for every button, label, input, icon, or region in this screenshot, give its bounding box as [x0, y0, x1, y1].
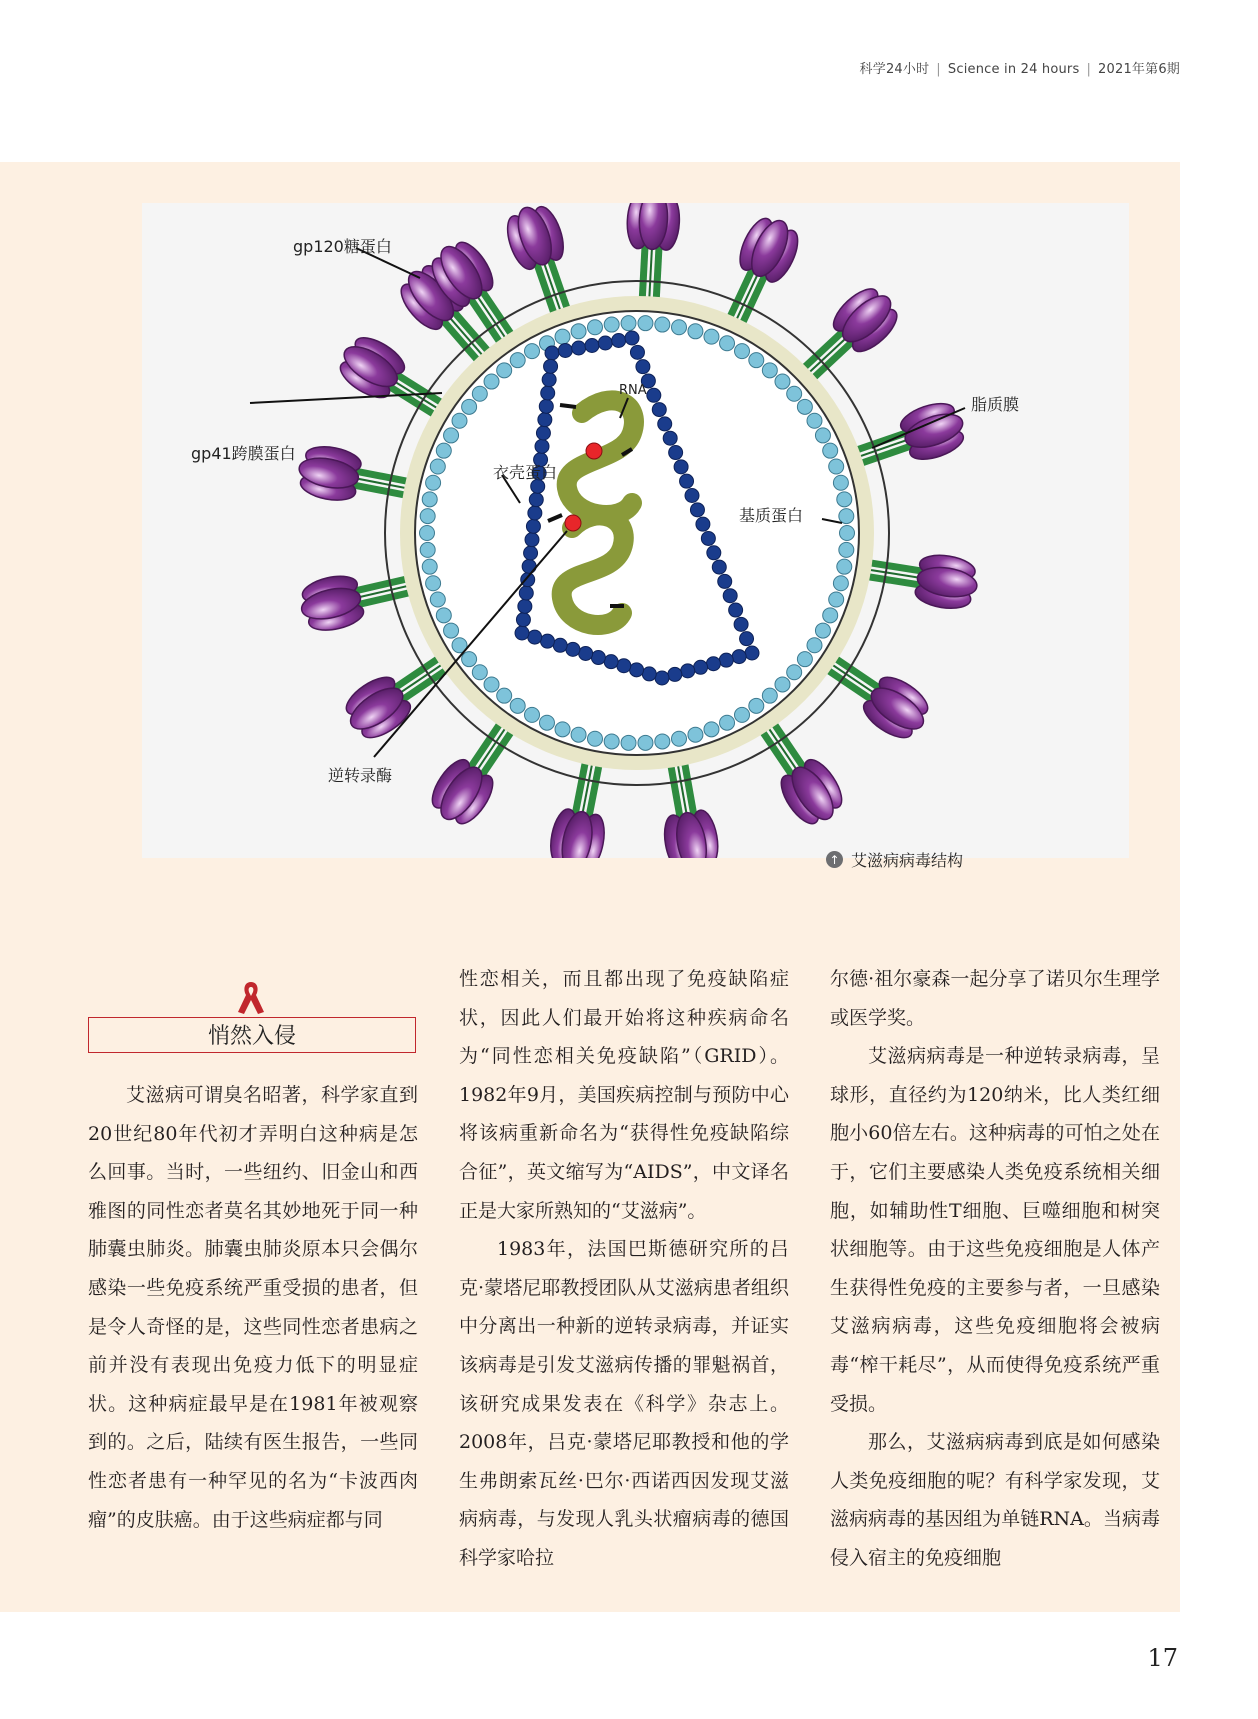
matrix-protein-bead: [833, 475, 848, 490]
matrix-protein-bead: [829, 592, 844, 607]
capsid-protein-bead: [545, 346, 559, 360]
capsid-protein-bead: [604, 655, 618, 669]
capsid-protein-bead: [652, 403, 666, 417]
matrix-protein-bead: [823, 443, 838, 458]
capsid-protein-bead: [526, 519, 540, 533]
matrix-protein-bead: [655, 734, 670, 749]
matrix-protein-bead: [807, 638, 822, 653]
text-column-3: [830, 960, 1160, 1578]
figure-caption: [826, 848, 963, 871]
matrix-protein-bead: [422, 559, 437, 574]
matrix-protein-bead: [539, 715, 554, 730]
capsid-protein-bead: [663, 431, 677, 445]
capsid-protein-bead: [630, 345, 644, 359]
label-capsid: 衣壳蛋白: [493, 463, 558, 482]
matrix-protein-bead: [525, 707, 540, 722]
red-ribbon-icon: [236, 978, 266, 1018]
gp120-glycoprotein: [733, 210, 805, 286]
paragraph: 性恋相关，而且都出现了免疫缺陷症状，因此人们最开始将这种疾病命名为“同性恋相关免疫缺陷”（GRID）。1982年9月，美国疾病控制与预防中心将该病重新命名为“获得性免疫缺陷综合征”，英文缩写为“AIDS”，中文译名正是大家所熟知的“艾滋病”。: [459, 968, 789, 1222]
capsid-protein-bead: [630, 663, 644, 677]
matrix-protein-bead: [444, 428, 459, 443]
matrix-protein-bead: [430, 592, 445, 607]
matrix-protein-bead: [525, 344, 540, 359]
capsid-protein-bead: [681, 664, 695, 678]
matrix-protein-bead: [510, 698, 525, 713]
label-rna: RNA: [619, 383, 647, 398]
matrix-protein-bead: [430, 459, 445, 474]
capsid-protein-bead: [515, 626, 529, 640]
matrix-protein-bead: [462, 652, 477, 667]
reverse-transcriptase: [565, 515, 581, 531]
capsid-protein-bead: [647, 388, 661, 402]
paragraph: 那么，艾滋病病毒到底是如何感染人类免疫细胞的呢？有科学家发现，艾滋病病毒的基因组为单链RNA。当病毒侵入宿主的免疫细胞: [830, 1431, 1160, 1569]
membrane-inner-edge: [415, 311, 859, 755]
matrix-protein-bead: [823, 608, 838, 623]
matrix-protein-bead: [837, 492, 852, 507]
matrix-protein-bead: [426, 576, 441, 591]
matrix-protein-bead: [484, 677, 499, 692]
label-matrix: 基质蛋白: [739, 506, 804, 525]
capsid-protein-bead: [729, 603, 743, 617]
capsid-protein-bead: [541, 386, 555, 400]
capsid-protein-bead: [579, 646, 593, 660]
capsid-protein-bead: [636, 360, 650, 374]
matrix-protein-bead: [749, 353, 764, 368]
label-lipid-membrane: 脂质膜: [971, 395, 1020, 414]
capsid-protein-bead: [669, 446, 683, 460]
matrix-protein-bead: [775, 677, 790, 692]
matrix-protein-bead: [484, 374, 499, 389]
matrix-protein-bead: [638, 316, 653, 331]
matrix-protein-bead: [452, 413, 467, 428]
matrix-protein-bead: [444, 623, 459, 638]
capsid-protein-bead: [521, 573, 535, 587]
journal-name-en: Science in 24 hours: [947, 62, 1080, 77]
matrix-protein-bead: [735, 344, 750, 359]
capsid-protein-bead: [591, 651, 605, 665]
matrix-protein-bead: [621, 735, 636, 750]
matrix-protein-bead: [604, 734, 619, 749]
matrix-protein-bead: [704, 329, 719, 344]
matrix-protein-bead: [833, 576, 848, 591]
gp120-glycoprotein: [897, 396, 971, 465]
matrix-protein-bead: [621, 316, 636, 331]
capsid-protein-bead: [685, 489, 699, 503]
capsid-protein-bead: [642, 667, 656, 681]
matrix-protein-bead: [497, 688, 512, 703]
paragraph: 1983年，法国巴斯德研究所的吕克·蒙塔尼耶教授团队从艾滋病患者组织中分离出一种新的逆转录病毒，并证实该病毒是引发艾滋病传播的罪魁祸首，该研究成果发表在《科学》杂志上。2008年，吕克·蒙塔尼耶教授和他的学生弗朗索瓦丝·巴尔·西诺西因发现艾滋病病毒，与发现人乳头状瘤病毒的德国科学家哈拉: [459, 1238, 789, 1569]
matrix-protein-bead: [420, 509, 435, 524]
capsid-protein-bead: [625, 331, 639, 345]
section-heading: 悄然入侵: [198, 1024, 306, 1049]
matrix-protein-bead: [420, 542, 435, 557]
matrix-protein-bead: [497, 363, 512, 378]
capsid-protein-bead: [516, 613, 530, 627]
matrix-protein-bead: [688, 727, 703, 742]
label-gp41: gp41跨膜蛋白: [191, 444, 296, 463]
matrix-protein-bead: [604, 317, 619, 332]
gp120-glycoprotein: [827, 279, 906, 358]
matrix-protein-bead: [571, 324, 586, 339]
matrix-protein-bead: [807, 413, 822, 428]
capsid-protein-bead: [528, 506, 542, 520]
capsid-protein-bead: [718, 574, 732, 588]
gp120-glycoprotein: [294, 442, 363, 504]
capsid-protein-bead: [655, 671, 669, 685]
capsid-protein-bead: [690, 503, 704, 517]
capsid-protein-bead: [706, 657, 720, 671]
matrix-protein-bead: [426, 475, 441, 490]
matrix-protein-bead: [422, 492, 437, 507]
page-number: 17: [1147, 1644, 1178, 1672]
capsid-protein-bead: [740, 632, 754, 646]
matrix-protein-bead: [839, 542, 854, 557]
matrix-protein-bead: [787, 386, 802, 401]
matrix-protein-bead: [462, 399, 477, 414]
capsid-protein-bead: [553, 638, 567, 652]
matrix-protein-bead: [472, 665, 487, 680]
section-heading-box: [88, 1017, 416, 1053]
text-column-1: [88, 1076, 418, 1539]
capsid-protein-bead: [701, 531, 715, 545]
matrix-protein-bead: [840, 526, 855, 541]
capsid-protein-bead: [522, 559, 536, 573]
matrix-protein-bead: [472, 386, 487, 401]
capsid-protein-bead: [524, 546, 538, 560]
capsid-protein-bead: [566, 642, 580, 656]
matrix-protein-bead: [510, 353, 525, 368]
capsid-protein-bead: [712, 560, 726, 574]
capsid-protein-bead: [539, 399, 553, 413]
capsid-protein-bead: [572, 341, 586, 355]
capsid-protein-bead: [540, 634, 554, 648]
matrix-protein-bead: [735, 707, 750, 722]
matrix-protein-bead: [655, 317, 670, 332]
capsid-protein-bead: [528, 630, 542, 644]
capsid-protein-bead: [525, 533, 539, 547]
hiv-structure-figure: [142, 203, 1129, 858]
capsid-protein-bead: [529, 493, 543, 507]
capsid-protein-bead: [542, 373, 556, 387]
matrix-protein-bead: [839, 509, 854, 524]
capsid-protein-bead: [745, 646, 759, 660]
matrix-protein-bead: [829, 459, 844, 474]
text-column-2: [459, 960, 789, 1578]
matrix-protein-bead: [797, 399, 812, 414]
matrix-protein-bead: [815, 623, 830, 638]
capsid-protein-bead: [544, 359, 558, 373]
matrix-protein-bead: [555, 722, 570, 737]
paragraph: 尔德·祖尔豪森一起分享了诺贝尔生理学或医学奖。: [830, 968, 1160, 1029]
matrix-protein-bead: [587, 731, 602, 746]
matrix-protein-bead: [587, 320, 602, 335]
gp120-glycoprotein: [500, 203, 569, 273]
capsid-protein-bead: [723, 589, 737, 603]
matrix-protein-bead: [762, 688, 777, 703]
paragraph: 艾滋病病毒是一种逆转录病毒，呈球形，直径约为120纳米，比人类红细胞小60倍左右。这种病毒的可怕之处在于，它们主要感染人类免疫系统相关细胞，如辅助性T细胞、巨噬细胞和树突状细胞等。由于这些免疫细胞是人体产生获得性免疫的主要参与者，一旦感染艾滋病病毒，这些免疫细胞将会被病毒“榨干耗尽”，从而使得免疫系统严重受损。: [830, 1045, 1160, 1415]
capsid-protein-bead: [680, 474, 694, 488]
hiv-structure-diagram: [142, 203, 1129, 858]
capsid-protein-bead: [658, 417, 672, 431]
matrix-protein-bead: [436, 608, 451, 623]
up-arrow-icon: ↑: [826, 851, 843, 868]
gp120-glycoprotein: [913, 552, 980, 613]
gp120-glycoprotein: [296, 572, 366, 636]
gp120-glycoprotein: [661, 808, 723, 858]
matrix-protein-bead: [775, 374, 790, 389]
capsid-protein-bead: [707, 546, 721, 560]
caption-text: 艾滋病病毒结构: [851, 851, 964, 870]
matrix-protein-bead: [672, 731, 687, 746]
running-header: 科学24小时 | Science in 24 hours | 2021年第6期: [859, 62, 1180, 77]
matrix-protein-bead: [420, 526, 435, 541]
matrix-protein-bead: [787, 665, 802, 680]
capsid-protein-bead: [536, 426, 550, 440]
gp120-glycoprotein: [546, 807, 608, 858]
gp120-glycoprotein: [626, 203, 681, 251]
capsid-protein-bead: [668, 667, 682, 681]
capsid-protein-bead: [612, 334, 626, 348]
matrix-protein-bead: [436, 443, 451, 458]
matrix-protein-bead: [749, 698, 764, 713]
capsid-protein-bead: [538, 413, 552, 427]
rna-marker: [560, 405, 576, 407]
paragraph: 艾滋病可谓臭名昭著，科学家直到20世纪80年代初才弄明白这种病是怎么回事。当时，一些纽约、旧金山和西雅图的同性恋者莫名其妙地死于同一种肺囊虫肺炎。肺囊虫肺炎原本只会偶尔感染一些免疫系统严重受损的患者，但是令人奇怪的是，这些同性恋者患病之前并没有表现出免疫力低下的明显症状。这种病症最早是在1981年被观察到的。之后，陆续有医生报告，一些同性恋者患有一种罕见的名为“卡波西肉瘤”的皮肤癌。由于这些病症都与同: [88, 1084, 418, 1531]
matrix-protein-bead: [638, 735, 653, 750]
matrix-protein-bead: [704, 722, 719, 737]
matrix-protein-bead: [672, 320, 687, 335]
capsid-protein-bead: [696, 517, 710, 531]
matrix-protein-bead: [720, 336, 735, 351]
matrix-protein-bead: [688, 324, 703, 339]
matrix-protein-bead: [797, 652, 812, 667]
matrix-protein-bead: [555, 329, 570, 344]
capsid-protein-bead: [558, 344, 572, 358]
capsid-protein-bead: [734, 617, 748, 631]
capsid-protein-bead: [674, 460, 688, 474]
capsid-protein-bead: [617, 659, 631, 673]
label-gp120: gp120糖蛋白: [293, 237, 392, 256]
capsid-protein-bead: [519, 586, 533, 600]
capsid-protein-bead: [585, 339, 599, 353]
issue-number: 2021年第6期: [1098, 62, 1180, 77]
matrix-protein-bead: [720, 715, 735, 730]
reverse-transcriptase: [586, 443, 602, 459]
label-reverse-transcriptase: 逆转录酶: [328, 766, 393, 785]
capsid-protein-bead: [719, 653, 733, 667]
journal-name-cn: 科学24小时: [859, 62, 930, 77]
capsid-protein-bead: [732, 650, 746, 664]
capsid-protein-bead: [535, 439, 549, 453]
matrix-protein-bead: [815, 428, 830, 443]
capsid-protein-bead: [518, 599, 532, 613]
matrix-protein-bead: [762, 363, 777, 378]
matrix-protein-bead: [571, 727, 586, 742]
matrix-protein-bead: [837, 559, 852, 574]
capsid-protein-bead: [694, 660, 708, 674]
capsid-protein-bead: [598, 336, 612, 350]
